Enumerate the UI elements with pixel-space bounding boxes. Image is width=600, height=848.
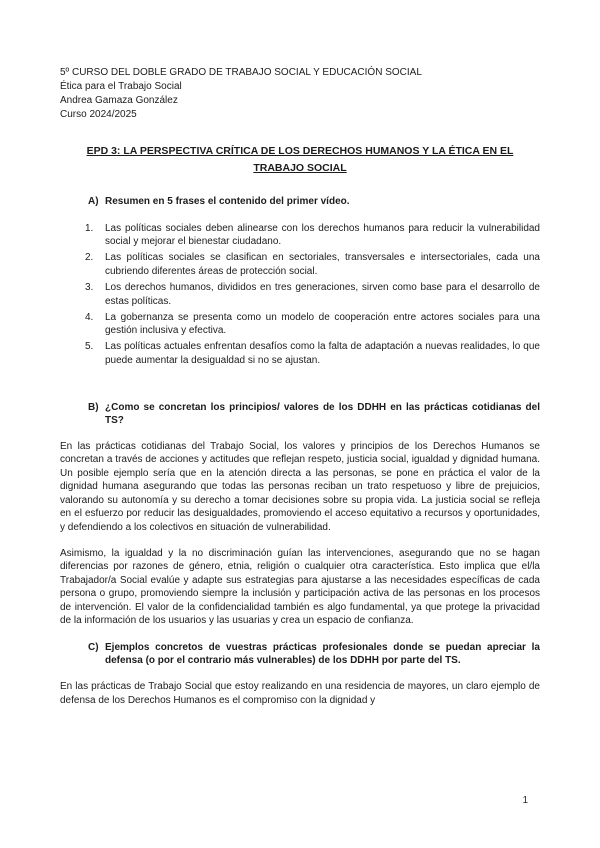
section-c-heading (60, 641, 540, 668)
list-item-text: Las políticas actuales enfrentan desafíos como la falta de adaptación a nuevas realidades, lo que puede aumentar la desigualdad si no se ajustan. (105, 341, 540, 366)
list-item-text: Las políticas sociales se clasifican en sectoriales, transversales e intersectoriales, cada una cubriendo diferentes áreas de protección social. (105, 252, 540, 277)
list-item-number: 1. (85, 222, 94, 234)
section-a-label: A) (88, 196, 99, 207)
list-item-number: 4. (85, 311, 94, 323)
header-course-line: 5º CURSO DEL DOBLE GRADO DE TRABAJO SOCIAL Y EDUCACIÓN SOCIAL (60, 67, 422, 78)
list-item (60, 222, 540, 249)
header-year-line: Curso 2024/2025 (60, 109, 137, 120)
paragraph-b2: Asimismo, la igualdad y la no discriminación guían las intervenciones, asegurando que no se hagan diferencias por razones de género, etnia, religión o cualquier otra característica. Esto implica que el/la Trabajador/a Social evalúe y adapte sus estrategias para ajustarse a las necesidades específicas de cada persona o grupo, promoviendo siempre la inclusión y participación activa de las personas en los procesos de intervención. El valor de la confidencialidad también es algo fundamental, ya que protege la privacidad de la información de los usuarios y las usuarias y crea un espacio de confianza. (60, 547, 540, 627)
document-title-line-1: EPD 3: LA PERSPECTIVA CRÍTICA DE LOS DERECHOS HUMANOS Y LA ÉTICA EN EL (86, 145, 514, 157)
section-b-heading (60, 401, 540, 428)
paragraph-c1: En las prácticas de Trabajo Social que estoy realizando en una residencia de mayores, un claro ejemplo de defensa de los Derechos Humanos es el compromiso con la dignidad y (60, 681, 540, 706)
list-item-number: 2. (85, 252, 94, 264)
list-item-text: Las políticas sociales deben alinearse con los derechos humanos para reducir la vulnerabilidad social y mejorar el bienestar ciudadano. (105, 222, 540, 248)
header-subject-line: Ética para el Trabajo Social (60, 81, 182, 92)
section-b-heading-text: ¿Como se concretan los principios/ valores de los DDHH en las prácticas cotidianas del TS? (105, 401, 540, 427)
list-item (60, 311, 540, 338)
header-author-line: Andrea Gamaza González (60, 95, 178, 106)
document-title-line-2: TRABAJO SOCIAL (253, 161, 347, 174)
section-c-label: C) (88, 641, 99, 653)
list-item (60, 340, 540, 367)
section-b-label: B) (88, 401, 99, 413)
document-title (60, 143, 540, 176)
list-item-number: 3. (85, 281, 94, 293)
section-c-heading-text: Ejemplos concretos de vuestras prácticas profesionales donde se puedan apreciar la defensa (o por el contrario más vulnerables) de los DDHH por parte del TS. (105, 641, 540, 667)
page-number: 1 (522, 795, 528, 806)
list-item (60, 281, 540, 308)
document-header (60, 66, 540, 122)
list-item-number: 5. (85, 341, 94, 353)
section-a-heading-text: Resumen en 5 frases el contenido del primer vídeo. (105, 196, 350, 207)
list-item (60, 251, 540, 278)
section-a-heading (60, 195, 540, 209)
paragraph-b1: En las prácticas cotidianas del Trabajo Social, los valores y principios de los Derechos Humanos se concretan a través de acciones y actitudes que reflejan respeto, justicia social, igualdad y dignidad humana. Un posible ejemplo sería que en la atención directa a las personas, se pone en práctica el valor de la dignidad humana asegurando que todas las personas reciban un trato respetuoso y libre de prejuicios, valorando su autonomía y su derecho a tomar decisiones sobre su propia vida. La justicia social se refleja en el esfuerzo por reducir las desigualdades, promoviendo el acceso equitativo a recursos y oportunidades, y defendiendo a los colectivos en situación de vulnerabilidad. (60, 440, 540, 533)
list-item-text: Los derechos humanos, divididos en tres generaciones, sirven como base para el desarrollo de estas políticas. (105, 281, 540, 307)
summary-numbered-list (60, 222, 540, 368)
list-item-text: La gobernanza se presenta como un modelo de cooperación entre actores sociales para una gestión inclusiva y efectiva. (105, 311, 540, 337)
